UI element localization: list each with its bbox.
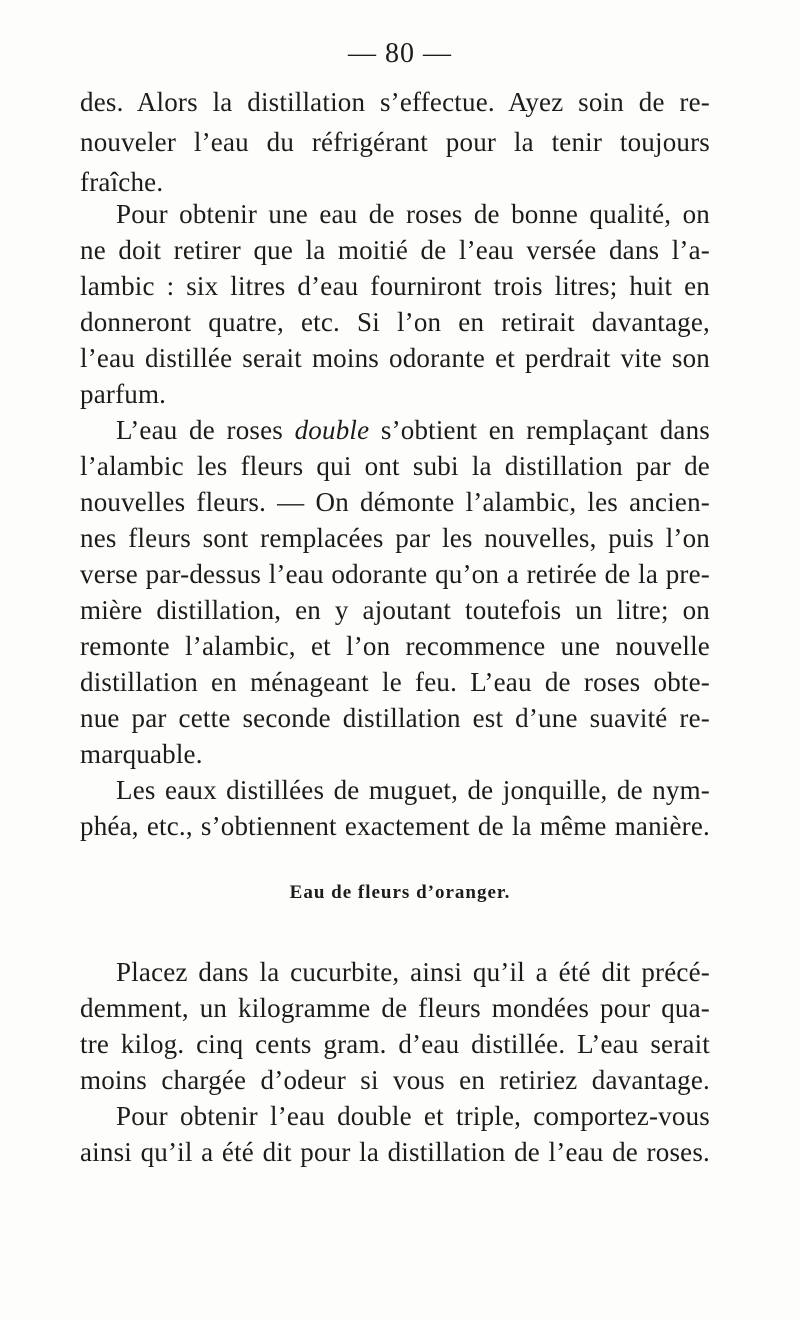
text-line: Les eaux distillées de muguet, de jonquille, de nym- [116, 775, 710, 805]
text-line: donneront quatre, etc. Si l’on en retirait davantage, [80, 307, 710, 337]
text-line: ne doit retirer que la moitié de l’eau versée dans l’a- [80, 235, 710, 265]
page-number: — 80 — [348, 38, 452, 69]
section-title: Eau de fleurs d’oranger. [289, 882, 511, 903]
text-line: nouvelles fleurs. — On démonte l’alambic, les ancien- [80, 487, 710, 517]
text-line: nouveler l’eau du réfrigérant pour la tenir toujours [80, 127, 710, 157]
text-line: remonte l’alambic, et l’on recommence une nouvelle [80, 631, 710, 661]
text-line: L’eau de roses double s’obtient en remplaçant dans [116, 415, 710, 445]
text-line: Placez dans la cucurbite, ainsi qu’il a été dit précé- [116, 957, 710, 987]
text-line: tre kilog. cinq cents gram. d’eau distillée. L’eau serait [80, 1029, 710, 1059]
text-line: l’alambic les fleurs qui ont subi la distillation par de [80, 451, 710, 481]
text-line: parfum. [80, 379, 167, 409]
text-line: phéa, etc., s’obtiennent exactement de la même manière. [80, 811, 710, 841]
text-line: nes fleurs sont remplacées par les nouvelles, puis l’on [80, 523, 710, 553]
text-line: nue par cette seconde distillation est d’une suavité re- [80, 703, 710, 733]
text-line: lambic : six litres d’eau fourniront trois litres; huit en [80, 271, 710, 301]
text-line: marquable. [80, 739, 203, 769]
text-line: distillation en ménageant le feu. L’eau de roses obte- [80, 667, 710, 697]
text-line: l’eau distillée serait moins odorante et perdrait vite son [80, 343, 710, 373]
text-line: moins chargée d’odeur si vous en retiriez davantage. [80, 1065, 710, 1095]
text-line: demment, un kilogramme de fleurs mondées pour qua- [80, 993, 710, 1023]
text-line: des. Alors la distillation s’effectue. Ayez soin de re- [80, 87, 710, 117]
text-line: fraîche. [80, 167, 164, 197]
emphasis-word: double [294, 415, 370, 445]
text-line: verse par-dessus l’eau odorante qu’on a retirée de la pre- [80, 559, 710, 589]
text-line: ainsi qu’il a été dit pour la distillation de l’eau de roses. [80, 1137, 710, 1167]
text-line: Pour obtenir une eau de roses de bonne qualité, on [116, 199, 710, 229]
text-line: mière distillation, en y ajoutant toutefois un litre; on [80, 595, 710, 625]
text-line: Pour obtenir l’eau double et triple, comportez-vous [116, 1101, 710, 1131]
